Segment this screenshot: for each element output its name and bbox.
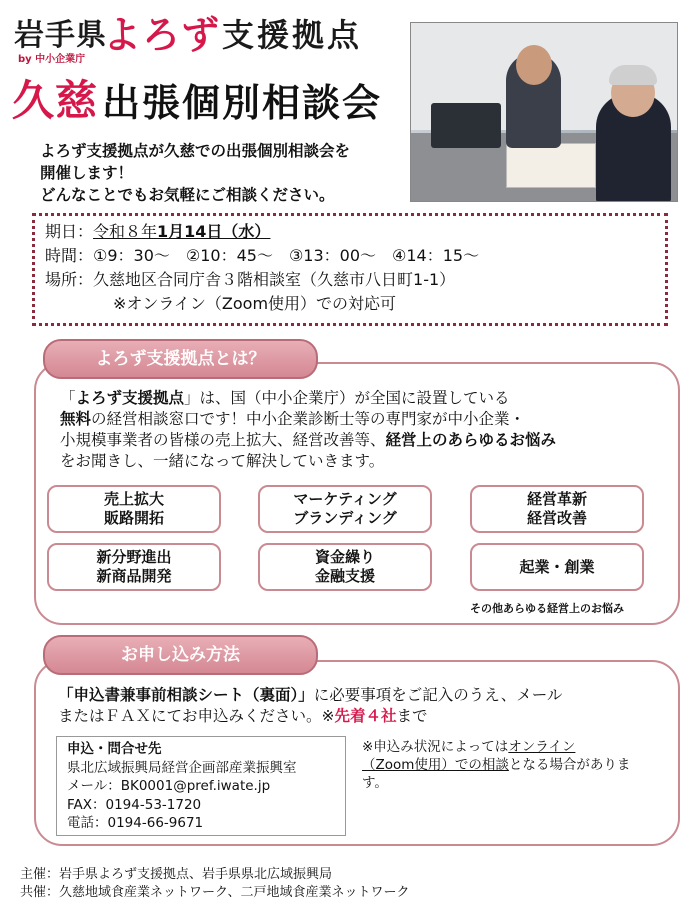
contact-heading: 申込・問合せ先 [67, 741, 162, 757]
contact-email: メール：BK0001@pref.iwate.jp [67, 778, 271, 794]
about-text: 「よろず支援拠点」は、国（中小企業庁）が全国に設置している 無料の経営相談窓口です！中小企業診断士等の専門家が中小企業・ 小規模事業者の皆様の売上拡大、経営改善等、経営上のあらゆるお悩み をお聞きし、一緒になって解決していきます。 [60, 389, 557, 470]
intro-text: よろず支援拠点が久慈での出張個別相談会を 開催します！ どんなことでもお気軽にご相談ください。 [40, 142, 351, 204]
event-date: 期日：令和８年1月14日（水） [45, 222, 271, 241]
service-sales: 売上拡大 販路開拓 [47, 485, 221, 533]
online-note: ※オンライン（Zoom使用）での対応可 [113, 294, 397, 313]
contact-box [56, 736, 346, 836]
apply-heading: お申し込み方法 [43, 635, 318, 675]
footer-cohost: 共催：久慈地域食産業ネットワーク、二戸地域食産業ネットワーク [20, 885, 410, 900]
footer [20, 866, 409, 902]
brand-prefecture: 岩手県 [14, 18, 107, 53]
brand-support-base: 支援拠点 [222, 16, 363, 54]
brand-by-agency: by 中小企業庁 [18, 54, 86, 65]
contact-tel: 電話：0194-66-9671 [67, 815, 204, 831]
service-management: 経営革新 経営改善 [470, 485, 644, 533]
service-startup: 起業・創業 [470, 543, 644, 591]
apply-text: 「申込書兼事前相談シート（裏面）」に必要事項をご記入のうえ、メール またはＦＡＸにてお申込みください。※先着４社まで [58, 686, 563, 725]
event-info-box [32, 213, 668, 326]
service-finance: 資金繰り 金融支援 [258, 543, 432, 591]
event-place: 場所：久慈地区合同庁舎３階相談室（久慈市八日町1-1） [45, 270, 456, 289]
brand-yorozu: よろず [103, 13, 221, 57]
contact-fax: FAX：0194-53-1720 [67, 796, 202, 813]
service-marketing: マーケティング ブランディング [258, 485, 432, 533]
footer-host: 主催：岩手県よろず支援拠点、岩手県県北広域振興局 [20, 867, 333, 882]
consultation-photo [410, 22, 678, 202]
laptop-icon [431, 103, 501, 148]
event-time: 時間：①9：30～ ②10：45～ ③13：00～ ④14：15～ [45, 246, 480, 265]
page-title: 出張個別相談会 [102, 81, 383, 125]
apply-online-note: ※申込み状況によってはオンライン （Zoom使用）での相談となる場合がありま す。 [362, 739, 631, 791]
services-note: その他あらゆる経営上のお悩み [470, 602, 624, 615]
service-new-field: 新分野進出 新商品開発 [47, 543, 221, 591]
title-kuji: 久慈 [12, 76, 99, 125]
about-heading: よろず支援拠点とは？ [43, 339, 318, 379]
contact-org: 県北広域振興局経営企画部産業振興室 [67, 759, 297, 776]
